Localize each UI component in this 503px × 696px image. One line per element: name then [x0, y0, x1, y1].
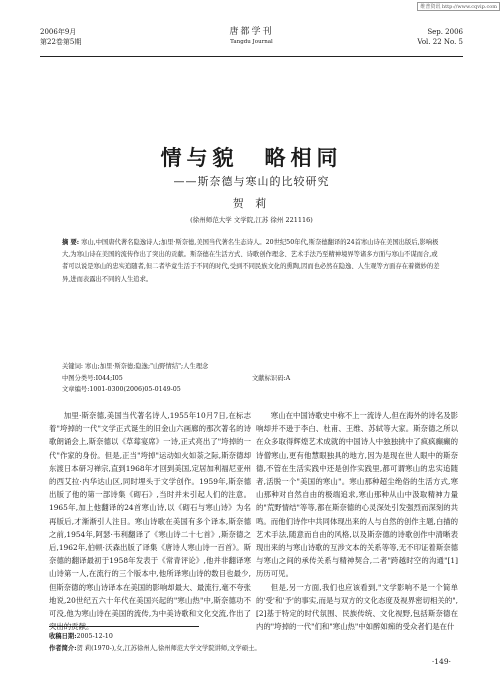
watermark: 维普资讯 http://www.cqvip.com — [417, 2, 500, 11]
abstract-label: 摘 要: — [62, 239, 80, 246]
author-affiliation: (徐州师范大学 文学院,江苏 徐州 221116) — [190, 216, 313, 224]
running-header — [40, 27, 463, 53]
abstract — [62, 237, 441, 286]
article-no-label: 文章编号: — [62, 386, 90, 393]
doc-label: 文献标识码: — [252, 374, 286, 382]
header-volume-en: Vol. 22 No. 5 — [417, 38, 463, 46]
footnote — [49, 631, 469, 654]
header-date-en: Sep. 2006 — [427, 28, 463, 36]
header-volume: 第22卷第5期 — [40, 38, 82, 46]
classification-line — [62, 373, 441, 385]
header-right — [417, 27, 463, 47]
doc-code — [252, 373, 290, 385]
received-line — [49, 631, 469, 643]
body-paragraph: 寒山在中国诗歌史中称不上一流诗人,但在海外的诗名及影响却并不逊于李白、杜甫、王维、苏轼等大家。斯奈德之所以在众多取得辉煌艺术成就的中国诗人中独独挑中了疯疯癫癫的诗僧寒山,更有他慧眼独具的地方,因为是现在世人眼中的斯奈德,不管在生活实践中还是创作实践里,都可谓寒山的忠实追随者,活脱一个"美国的寒山"。寒山那种超尘绝俗的生活方式,寒山那种对自然自由的极端追求,寒山那种从山中汲取精神力量的"荒野情结"等等,都在斯奈德的心灵深处引发强烈而深刻的共鸣。而他们诗作中共同体现出来的人与自然的创作主题,白描的艺术手法,随意而自由的风格,以及斯奈德的诗歌创作中清晰表现出来的与寒山诗歌的互涉文本的关系等等,无不印证着斯奈德与寒山之间的承传关系与精神契合,二者"跨越时空的沟通"[1]历历可见。 — [256, 411, 458, 579]
keywords-text: 寒山;加里·斯奈德;隐逸;"山野情结";人生理念 — [85, 363, 209, 370]
header-date: 2006年9月 — [40, 28, 77, 36]
received-value: 2005-12-10 — [76, 633, 113, 640]
author-bio-value: 贺 莉(1970-),女,江苏徐州人,徐州师范大学文学院讲师,文学硕士。 — [76, 644, 261, 652]
header-center — [40, 27, 463, 47]
keywords-label: 关键词: — [62, 363, 84, 370]
journal-name: 唐都学刊 — [229, 27, 274, 37]
clc-value: I044;I05 — [95, 374, 123, 382]
article-meta — [62, 361, 441, 396]
article-subtitle: ——斯奈德与寒山的比较研究 — [173, 175, 330, 188]
body-paragraph: 加里·斯奈德,美国当代著名诗人,1955年10月7日,在标志着"垮掉的一代"文学正式诞生的旧金山六画廊的那次著名的诗歌朗诵会上,斯奈德以《草莓宴席》一诗,正式亮出了"垮掉的一代"作家的身份。但是,正当"垮掉"运动如火如荼之际,斯奈德却东渡日本研习禅宗,直到1968年才回到美国,定居加利福尼亚州的西艾拉·内华达山区,同时埋头于文学创作。1959年,斯奈德出版了他的第一部诗集《砌石》,当时并未引起人们的注意。1965年,加上他翻译的24首寒山诗,以《砌石与寒山诗》为名再版后,才渐渐引人注目。寒山诗歌在美国有多个译本,斯奈德之前,1954年,阿瑟·韦利翻译了《寒山诗二十七首》,斯奈德之后,1962年,伯顿·沃森出版了译集《唐诗人寒山诗一百首》。斯奈德的翻译最初于1958年发表于《常青评论》,他并非翻译寒山诗第一人,在流行的三个版本中,他所译寒山诗的数目也最少,但斯奈德的寒山诗译本在美国的影响却最大、最流行,毫不夸张地说,20世纪五六十年代在美国兴起的"寒山热"中,斯奈德功不可没,他为寒山诗在美国的流传,为中美诗歌和文化交流,作出了突出的贡献。 — [49, 411, 251, 632]
body-paragraph: 但是,另一方面,我们也应该看到,"文学影响不是一个简单的'受'和'予'的事实,而是与双方的文化态度及视界密切相关的",[2]基于特定的时代氛围、民族传统、文化视野,包括斯奈德在内的"垮掉的一代"们和"寒山热"中如醉如痴的受众者们是在什 — [256, 582, 458, 632]
doc-value: A — [285, 374, 291, 382]
journal-name-en: Tangdu Journal — [230, 39, 273, 45]
article-author: 贺 莉 — [232, 197, 271, 210]
article-no-value: 1001-0300(2006)05-0149-05 — [89, 386, 181, 393]
page-number: ·149· — [431, 657, 451, 666]
abstract-text: 寒山,中国唐代著名隐逸诗人;加里·斯奈德,美国当代著名生态诗人。20世纪50年代,斯奈德翻译的24首寒山诗在美国出版后,影响极大,为寒山诗在美国的流传作出了突出的贡献。斯奈德在生活方式、诗歌创作理念、艺术手法乃至精神境界等诸多方面与寒山不谋而合,或者可以说是寒山的忠实追随者,但二者毕竟生活于不同的时代,受到不同民族文化的熏陶,因而也必然在隐逸、人生观等方面存在着微妙的差异,进而表露出不同的人生追求。 — [62, 239, 440, 283]
author-bio-line — [49, 643, 469, 655]
received-label: 收稿日期: — [49, 633, 77, 640]
footnote-rule — [49, 626, 199, 627]
author-bio-label: 作者简介: — [49, 644, 77, 652]
article-number-line — [62, 384, 441, 396]
header-rule — [40, 56, 463, 57]
body-column-left — [49, 409, 251, 633]
article-title: 情与貌 略相同 — [160, 146, 343, 170]
clc-label: 中图分类号: — [62, 374, 96, 382]
keywords-line — [62, 361, 441, 373]
body-column-right — [256, 409, 458, 633]
